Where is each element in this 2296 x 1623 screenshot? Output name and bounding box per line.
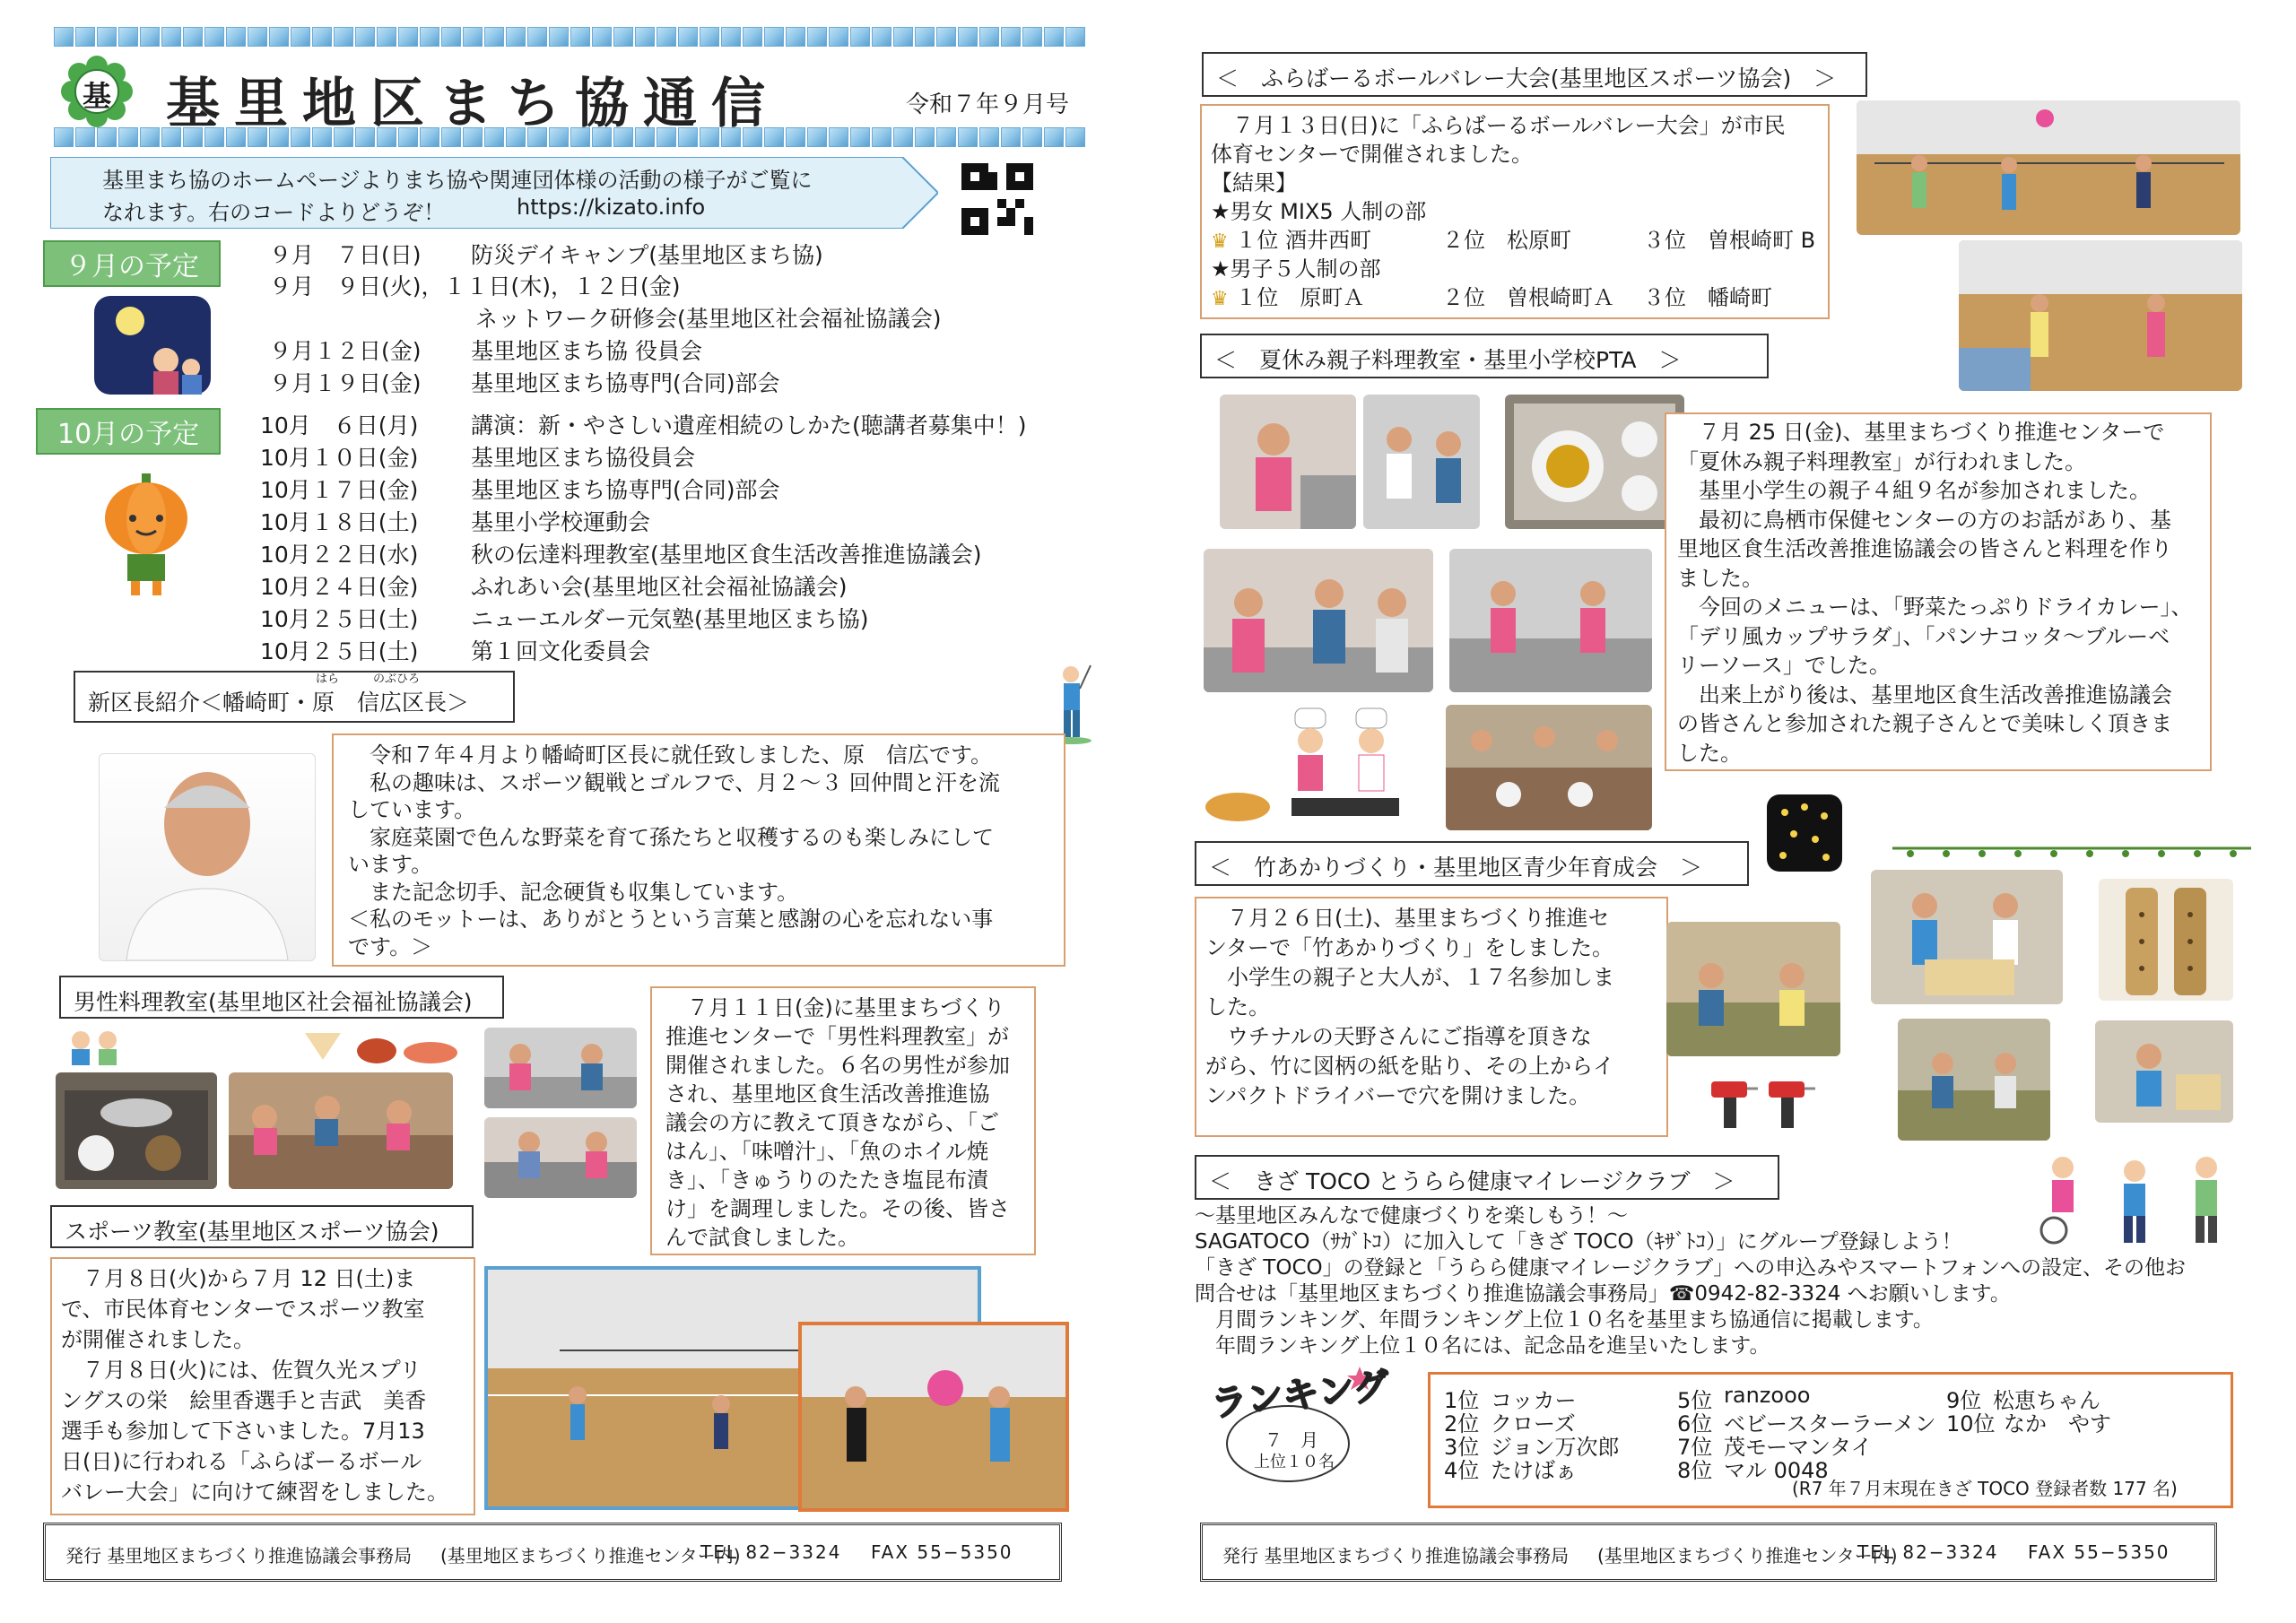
exercise-illustration [2027,1150,2242,1248]
ruby-hara: はら [316,673,340,686]
right-footer-fax: FAX 55−5350 [2028,1541,2170,1563]
ranking-rank: 4位 [1444,1458,1480,1483]
ranking-badge-top10: 上位１０名 [1254,1453,1335,1471]
cube-decoration [1044,27,1064,47]
ranking-rank: 10位 [1946,1411,1996,1436]
text-line: 小学生の親子と大人が、１７名参加しま [1205,965,1614,990]
cube-decoration [850,27,870,47]
text-line: 選手も参加して下さいました。7月13 [61,1419,425,1444]
text-line: 今回のメニューは、「野菜たっぷりドライカレー」、 [1677,595,2193,620]
left-footer-location: (基里地区まちづくり推進センター内) [440,1545,741,1567]
cube-decoration [97,127,117,147]
text-line: はん」、「味噌汁」、「魚のホイル焼 [665,1139,988,1164]
ranking-rank: 5位 [1677,1388,1713,1413]
ruby-nobuhiro: のぶひろ [373,673,421,686]
cube-decoration [463,27,483,47]
left-footer-publisher: 発行 基里地区まちづくり推進協議会事務局 [65,1545,413,1567]
cube-decoration [936,27,956,47]
cube-decoration [700,27,719,47]
cube-decoration [721,27,741,47]
text-line: ７月８日(火)には、佐賀久光スプリ [61,1358,422,1383]
text-line: います。 [348,852,433,877]
schedule-event: 基里小学校運動会 [471,509,651,535]
ranking-rank: 9位 [1946,1388,1982,1413]
september-schedule-label: ９月の予定 [43,240,221,287]
ranking-name: ジョン万次郎 [1491,1435,1620,1460]
schedule-date: ９月１２日(金) [269,338,422,364]
text-line: 日(日)に行われる「ふらばーるボール [61,1449,422,1474]
summer-cooking-heading: ＜ 夏休み親子料理教室・基里小学校PTA ＞ [1200,334,1769,378]
cube-decoration [118,127,138,147]
schedule-date: 10月２５日(土) [260,606,419,632]
text-line: リーソース」でした。 [1677,653,1891,678]
mens-cooking-dining-photo [229,1072,453,1189]
cube-decoration [226,27,246,47]
cube-decoration [657,27,676,47]
text-line: 私の趣味は、スポーツ観戦とゴルフで、月２～３ 回仲間と汗を流 [348,769,1000,795]
text-line: 推進センターで「男性料理教室」が [665,1024,1010,1049]
schedule-event: 防災デイキャンプ(基里地区まち協) [471,242,823,268]
mens-cooking-heading: 男性料理教室(基里地区社会福祉協議会) [59,976,504,1019]
cube-decoration [1022,27,1042,47]
cube-decoration [678,27,698,47]
cube-decoration [484,27,504,47]
text-line: 問合せは「基里地区まちづくり推進協議会事務局」☎0942-82-3324 へお願いします。 [1195,1282,2011,1306]
summer-cooking-photo-4 [1449,549,1652,692]
volleyball-intro-1: ７月１３日(日)に「ふらばーるボールバレー大会」が市民 [1211,113,1786,138]
schedule-event: 基里地区まち協専門(合同)部会 [471,477,780,503]
volleyball-heading: ＜ ふらばーるボールバレー大会(基里地区スポーツ協会) ＞ [1202,52,1867,97]
cube-decoration [1065,27,1085,47]
text-line: ７月２６日(土)、基里まちづくり推進セ [1205,906,1610,931]
decorative-cube-strip-top [54,27,1103,48]
cube-decoration [915,127,935,147]
ranking-rank: 7位 [1677,1435,1713,1460]
volleyball-photo-2 [1959,240,2242,391]
banner-line-1: 基里まち協のホームページよりまち協や関連団体様の活動の様子がご覧に [102,168,813,193]
cube-decoration [743,27,762,47]
text-line: 議会の方に教えて頂きながら、「ご [665,1110,999,1135]
ranking-rank: 8位 [1677,1458,1713,1483]
schedule-event: 基里地区まち協専門(合同)部会 [471,370,780,396]
ranking-rank: 1位 [1444,1388,1480,1413]
cube-decoration [54,27,74,47]
text-line: ７月８日(火)から７月 12 日(土)ま [61,1266,416,1291]
schedule-event: ふれあい会(基里地区社会福祉協議会) [471,574,848,600]
volleyball-intro-2: 体育センターで開催されました。 [1211,142,1534,167]
cube-decoration [786,27,805,47]
cube-decoration [1044,127,1064,147]
cube-decoration [269,27,289,47]
ranking-name: コッカー [1491,1388,1577,1413]
cube-decoration [527,27,547,47]
ranking-name: なか やす [2004,1411,2111,1436]
cube-decoration [54,127,74,147]
cube-decoration [829,27,848,47]
cube-decoration [75,127,95,147]
volleyball-men-results [1211,283,1364,314]
cube-decoration [872,127,891,147]
mix-third-place: ３位 曽根崎町 B [1643,228,1816,253]
cube-decoration [291,27,310,47]
right-footer-publisher: 発行 基里地区まちづくり推進協議会事務局 [1222,1545,1570,1567]
text-line: 「デリ風カップサラダ」、「パンナコッタ～ブルーベ [1677,623,2170,649]
ranking-name: たけばぁ [1491,1458,1577,1483]
cube-decoration [958,127,978,147]
cube-decoration [97,27,117,47]
text-line: 家庭菜園で色んな野菜を育て孫たちと収穫するのも楽しみにして [348,824,994,850]
cube-decoration [635,27,655,47]
volleyball-mix-label: ★男女 MIX5 人制の部 [1211,199,1427,224]
bamboo-photo-3 [1898,1019,2050,1141]
cube-decoration [75,27,95,47]
schedule-date: ９月１９日(金) [269,370,422,396]
cube-decoration [441,27,461,47]
decorative-garland [1892,843,2251,864]
text-line: 令和７年４月より幡崎町区長に就任致しました、原 信広です。 [348,742,993,768]
cube-decoration [377,27,396,47]
schedule-date: ９月 ７日(日) [269,242,422,268]
bamboo-photo-2 [1871,870,2063,1004]
text-line: ングスの栄 絵里香選手と吉武 美香 [61,1388,427,1413]
cube-decoration [979,27,999,47]
text-line: です。＞ [348,933,433,959]
ranking-badge-month: ７ 月 [1265,1429,1318,1451]
new-chief-heading [74,671,515,723]
cube-decoration [915,27,935,47]
food-icons-strip [63,1024,466,1065]
bamboo-lantern-illustration [1763,789,1846,875]
volleyball-photo-1 [1857,100,2240,235]
impact-driver-illustration [1702,1072,1828,1135]
cube-decoration [807,127,827,147]
volleyball-men-label: ★男子５人制の部 [1211,256,1381,282]
cube-decoration [613,27,633,47]
cube-decoration [248,27,267,47]
cube-decoration [549,27,569,47]
text-line: ました。 [1677,565,1763,591]
ranking-rank: 2位 [1444,1411,1480,1436]
bamboo-finished-lanterns-photo [2099,879,2233,1001]
cube-decoration [829,127,848,147]
text-line: 「夏休み親子料理教室」が行われました。 [1677,448,2086,474]
bamboo-photo-1 [1666,922,1840,1056]
text-line: した。 [1205,994,1270,1020]
cube-decoration [204,27,224,47]
text-line: き」、「きゅうりのたたき塩昆布漬 [665,1167,988,1193]
sports-class-heading: スポーツ教室(基里地区スポーツ協会) [50,1205,474,1248]
homepage-banner [50,157,938,229]
cube-decoration [807,27,827,47]
text-line: で、市民体育センターでスポーツ教室 [61,1297,425,1322]
left-footer-fax: FAX 55−5350 [871,1541,1013,1563]
text-line: がら、竹に図柄の紙を貼り、その上からイ [1205,1054,1614,1079]
cube-decoration [936,127,956,147]
mens-cooking-kitchen-photo-1 [484,1028,637,1108]
schedule-event: 講演：新・やさしい遺産相続のしかた(聴講者募集中！) [471,412,1027,438]
cube-decoration [398,27,418,47]
ranking-badge-title: ランキング [1209,1365,1392,1426]
cube-decoration [506,27,526,47]
right-page [1148,0,2296,1623]
text-line: ンパクトドライバーで穴を開けました。 [1205,1083,1591,1108]
volleyball-mix-results [1211,226,1371,256]
bamboo-heading: ＜ 竹あかりづくり・基里地区青少年育成会 ＞ [1195,841,1749,886]
schedule-event: 基里地区まち協 役員会 [471,338,702,364]
qr-code-icon[interactable] [961,163,1033,235]
summer-cooking-dish-photo [1505,395,1684,529]
golfer-illustration [1049,664,1094,744]
mens-cooking-meal-photo [56,1072,217,1189]
ranking-note: (R7 年７月末現在きざ TOCO 登録者数 177 名) [1792,1478,2178,1499]
men-third-place: ３位 幡崎町 [1643,285,1772,310]
text-line: また記念切手、記念硬貨も収集しています。 [348,879,799,905]
cube-decoration [958,27,978,47]
moon-viewing-illustration [94,296,211,395]
banner-line-2: なれます。右のコードよりどうぞ！ [102,200,446,225]
right-footer-tel: TEL 82−3324 [1857,1541,1999,1563]
schedule-date: 10月２４日(金) [260,574,419,600]
cube-decoration [312,27,332,47]
text-line: 出来上がり後は、基里地区食生活改善推進協議会 [1677,681,2172,707]
right-footer [1200,1523,2217,1582]
october-schedule-label: 10月の予定 [36,408,221,455]
text-line: け」を調理しました。その後、皆さ [665,1196,1010,1221]
schedule-date: 10月１８日(土) [260,509,419,535]
cube-decoration [1001,127,1021,147]
newsletter-title: 基里地区まち協通信 [166,73,779,135]
sports-class-ball-photo [798,1322,1069,1512]
summer-cooking-photo-1 [1220,395,1356,529]
text-line: の皆さんと参加された親子さんとで美味しく頂きま [1677,711,2172,736]
mix-first-place: １位 酒井西町 [1235,228,1372,253]
ranking-name: 茂モーマンタイ [1724,1435,1873,1460]
cube-decoration [592,27,612,47]
cube-decoration [979,127,999,147]
text-line: SAGATOCO（ｻｶﾞﾄｺ）に加入して「きざ TOCO（ｷｻﾞﾄｺ）」にグループ登録しよう！ [1195,1230,1962,1254]
summer-cooking-photo-2 [1363,395,1480,529]
text-line: した。 [1677,740,1742,766]
text-line: 開催されました。６名の男性が参加 [665,1053,1010,1078]
ranking-badge [1198,1354,1392,1488]
text-line: ウチナルの天野さんにご指導を頂きな [1205,1024,1592,1049]
cube-decoration [570,27,590,47]
logo [61,56,133,127]
cube-decoration [1022,127,1042,147]
pumpkin-mascot-illustration [97,473,196,599]
cube-decoration [355,27,375,47]
text-line: しています。 [348,797,476,822]
ranking-name: ベビースターラーメン [1724,1411,1936,1436]
left-footer-tel: TEL 82−3324 [700,1541,842,1563]
ranking-name: ranzooo [1724,1383,1811,1408]
schedule-event: 基里地区まち協役員会 [471,445,696,471]
text-line: が開催されました。 [61,1327,255,1352]
cube-decoration [872,27,891,47]
men-first-place: １位 原町Ａ [1235,285,1365,310]
bamboo-photo-4 [2095,1020,2233,1123]
logo-char: 基 [83,79,112,113]
cube-decoration [893,27,913,47]
cube-decoration [161,27,181,47]
schedule-date: ９月 ９日(火)，１１日(木)，１２日(金) [269,273,681,299]
schedule-event: 秋の伝達料理教室(基里地区食生活改善推進協議会) [471,542,982,568]
ranking-name: クローズ [1491,1411,1576,1436]
cube-decoration [183,27,203,47]
kizatoco-heading: ＜ きざ TOCO とうらら健康マイレージクラブ ＞ [1195,1155,1779,1200]
cube-decoration [1065,127,1085,147]
chief-portrait-photo [99,753,316,961]
text-line: 最初に鳥栖市保健センターの方のお話があり、基 [1677,507,2172,533]
cube-decoration [334,27,353,47]
summer-cooking-photo-3 [1204,549,1433,692]
text-line: ンターで「竹あかりづくり」をしました。 [1205,935,1614,960]
cube-decoration [850,127,870,147]
text-line: ７月１１日(金)に基里まちづくり [665,995,1005,1020]
summer-cooking-photo-5 [1446,705,1652,830]
homepage-link[interactable]: https://kizato.info [517,195,706,220]
text-line: 「きざ TOCO」の登録と「うらら健康マイレージクラブ」への申込みやスマートフォンへの設定、その他お [1195,1256,2186,1280]
text-line: ～基里地区みんなで健康づくりを楽しもう！～ [1195,1204,1628,1228]
cube-decoration [893,127,913,147]
issue-date: 令和７年９月号 [906,91,1070,118]
mix-second-place: ２位 松原町 [1442,228,1571,253]
text-line: んで試食しました。 [665,1225,859,1250]
text-line: 月間ランキング、年間ランキング上位１０名を基里まち協通信に掲載します。 [1195,1308,1934,1332]
text-line: され、基里地区食生活改善推進協 [665,1081,990,1107]
men-second-place: ２位 曽根崎町Ａ [1442,285,1614,310]
schedule-event: ネットワーク研修会(基里地区社会福祉協議会) [475,306,942,332]
text-line: 里地区食生活改善推進協議会の皆さんと料理を作り [1677,536,2172,561]
schedule-event: 第１回文化委員会 [471,638,651,664]
ranking-rank: 3位 [1444,1435,1480,1460]
right-footer-location: (基里地区まちづくり推進センター内) [1597,1545,1898,1567]
schedule-date: 10月２２日(水) [260,542,419,568]
text-line: 年間ランキング上位１０名には、記念品を進呈いたします。 [1195,1334,1770,1358]
schedule-event: ニューエルダー元気塾(基里地区まち協) [471,606,869,632]
cube-decoration [764,27,784,47]
cube-decoration [140,127,160,147]
schedule-date: 10月 ６日(月) [260,412,419,438]
schedule-date: 10月１７日(金) [260,477,419,503]
cube-decoration [118,27,138,47]
new-chief-heading-text: 新区長紹介＜幡崎町・原 信広区長＞ [88,690,470,716]
crown-icon: ♛ [1211,230,1229,253]
ranking-rank: 6位 [1677,1411,1713,1436]
text-line: 基里小学生の親子４組９名が参加されました。 [1677,478,2151,503]
cube-decoration [786,127,805,147]
ranking-name: マル 0048 [1724,1458,1829,1483]
schedule-date: 10月１０日(金) [260,445,419,471]
schedule-date: 10月２５日(土) [260,638,419,664]
text-line: ＜私のモットーは、ありがとうという言葉と感謝の心を忘れない事 [348,907,994,932]
left-footer [43,1523,1062,1582]
mens-cooking-kitchen-photo-2 [484,1117,637,1198]
cube-decoration [420,27,439,47]
volleyball-results-label: 【結果】 [1211,170,1297,195]
text-line: バレー大会」に向けて練習をしました。 [61,1480,448,1505]
ranking-name: 松恵ちゃん [1993,1388,2100,1413]
cooking-kids-illustration [1202,699,1417,825]
text-line: ７月 25 日(金)、基里まちづくり推進センターで [1677,420,2165,445]
crown-icon: ♛ [1211,288,1229,310]
cube-decoration [1001,27,1021,47]
cube-decoration [140,27,160,47]
